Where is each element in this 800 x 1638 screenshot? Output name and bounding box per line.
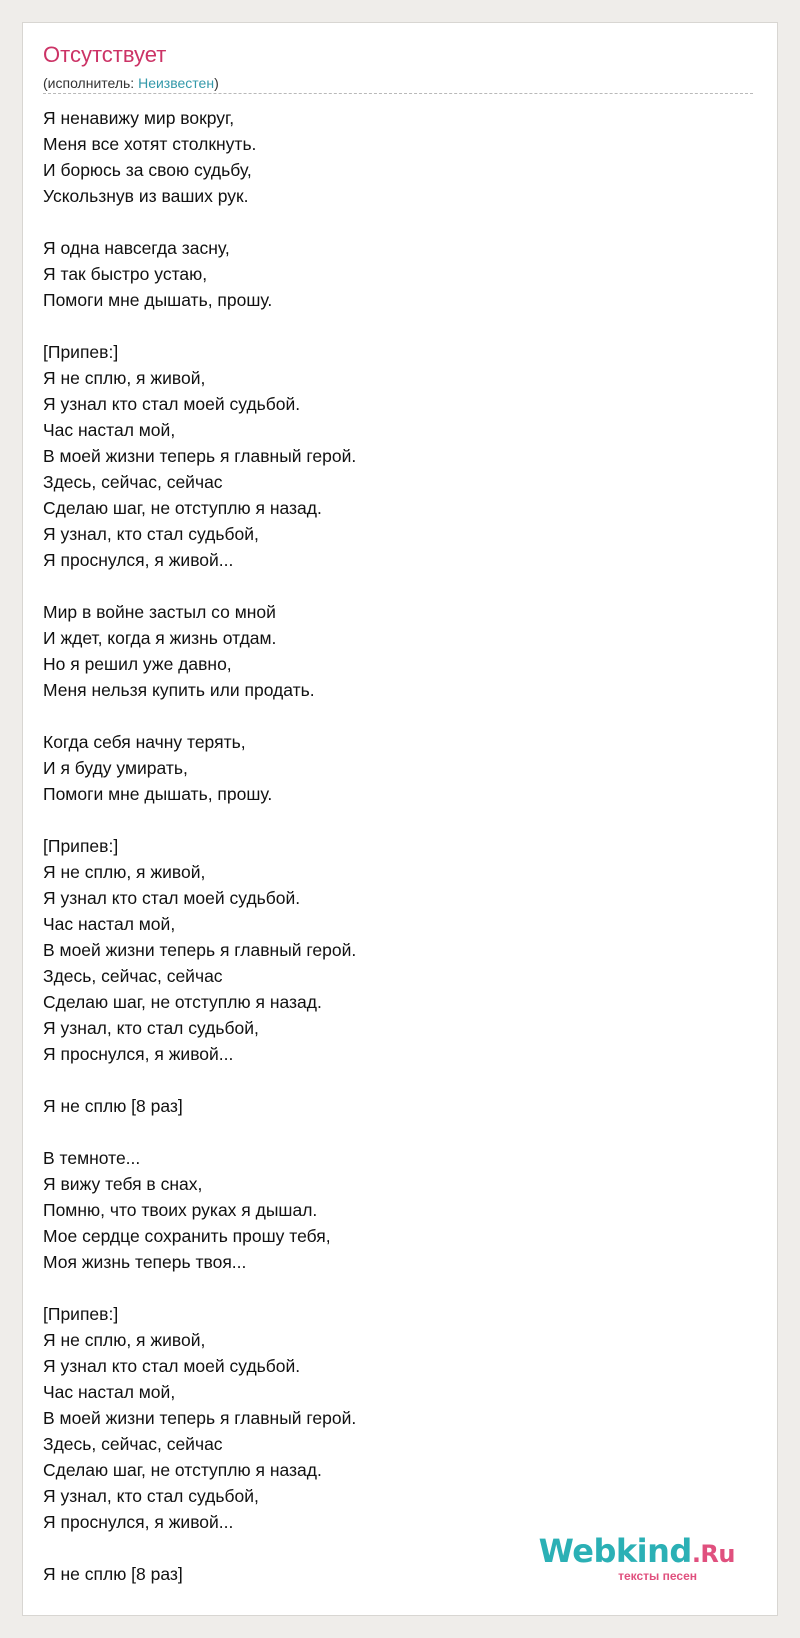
artist-close-paren: )	[214, 75, 219, 91]
logo-tld: .Ru	[691, 1540, 735, 1568]
logo-tagline: тексты песен	[618, 1569, 697, 1583]
artist-line	[43, 74, 219, 92]
lyrics-card	[22, 22, 778, 1616]
logo-name: Webkind	[538, 1532, 692, 1570]
song-title: Отсутствует	[43, 42, 167, 67]
webkind-logo[interactable]	[535, 1531, 735, 1591]
lyrics-text: Я ненавижу мир вокруг, Меня все хотят столкнуть. И борюсь за свою судьбу, Ускользнув из ваших рук. Я одна навсегда засну, Я так быстро устаю, Помоги мне дышать, прошу. [Припев:] Я не сплю, я живой, Я узнал кто стал моей судьбой. Час настал мой, В моей жизни теперь я главный герой. Здесь, сейчас, сейчас Сделаю шаг, не отступлю я назад. Я узнал, кто стал судьбой, Я проснулся, я живой... Мир в войне застыл со мной И ждет, когда я жизнь отдам. Но я решил уже давно, Меня нельзя купить или продать. Когда себя начну терять, И я буду умирать, Помоги мне дышать, прошу. [Припев:] Я не сплю, я живой, Я узнал кто стал моей судьбой. Час настал мой, В моей жизни теперь я главный герой. Здесь, сейчас, сейчас Сделаю шаг, не отступлю я назад. Я узнал, кто стал судьбой, Я проснулся, я живой... Я не сплю [8 раз] В темноте... Я вижу тебя в снах, Помню, что твоих руках я дышал. Мое сердце сохранить прошу тебя, Моя жизнь теперь твоя... [Припев:] Я не сплю, я живой, Я узнал кто стал моей судьбой. Час настал мой, В моей жизни теперь я главный герой. Здесь, сейчас, сейчас Сделаю шаг, не отступлю я назад. Я узнал, кто стал судьбой, Я проснулся, я живой... Я не сплю [8 раз]	[43, 108, 357, 1584]
artist-label: (исполнитель:	[43, 75, 139, 91]
logo-wordmark	[539, 1533, 735, 1572]
artist-link[interactable]: Неизвестен	[138, 75, 215, 91]
dashed-divider	[43, 93, 753, 94]
